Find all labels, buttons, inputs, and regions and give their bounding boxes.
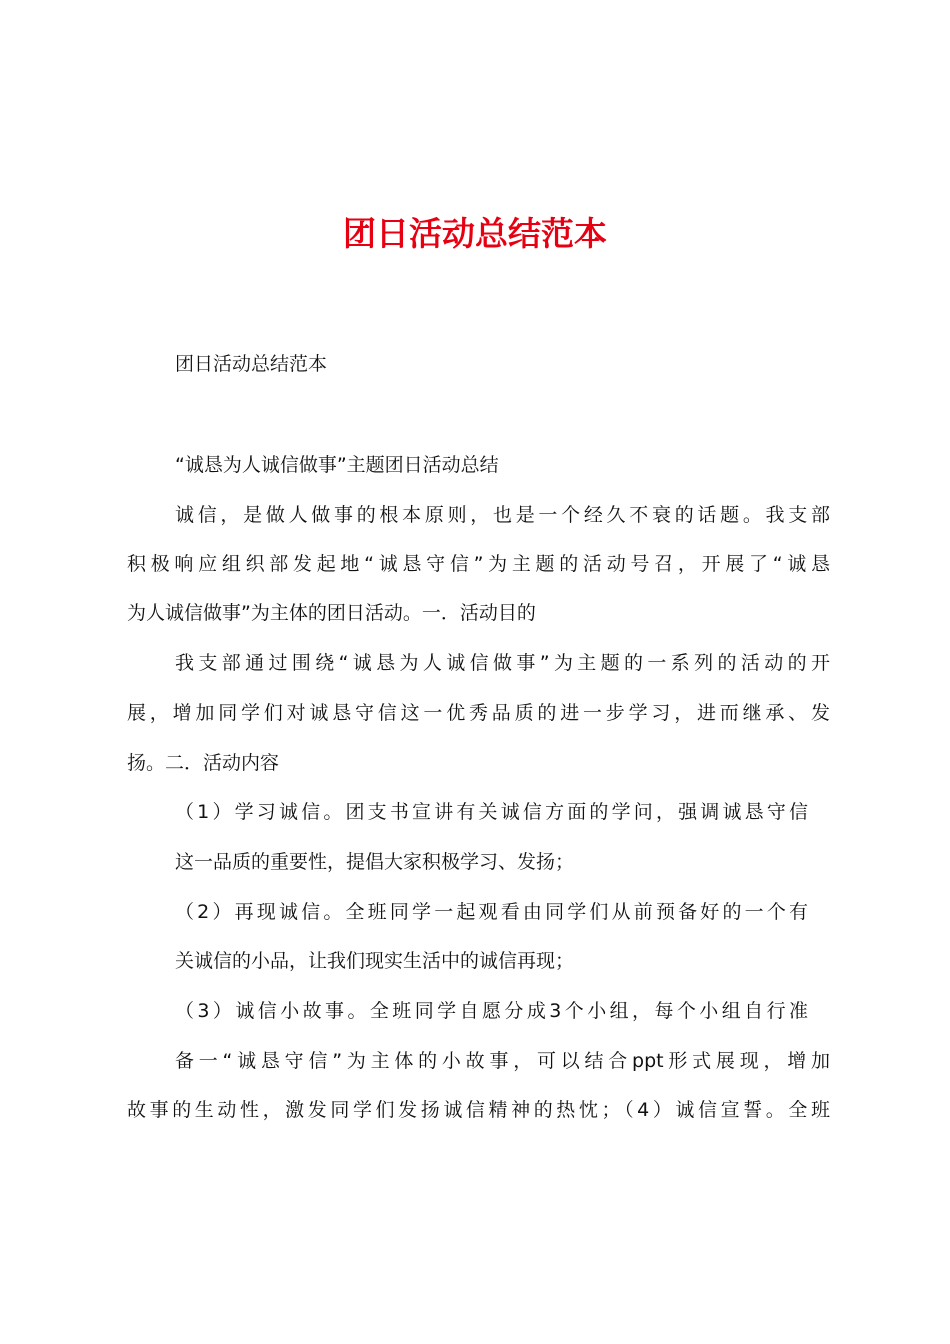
list-item-line: （1）学习诚信。团支书宣讲有关诚信方面的学问，强调诚恳守信: [175, 801, 808, 823]
body-line: 为人诚信做事”为主体的团日活动。一．活动目的: [127, 602, 536, 624]
document-subtitle: 团日活动总结范本: [175, 353, 328, 375]
body-line: 诚信，是做人做事的根本原则，也是一个经久不衰的话题。我支部: [175, 504, 830, 526]
body-line: 扬。二．活动内容: [127, 752, 280, 774]
list-item-line: 故事的生动性，激发同学们发扬诚信精神的热忱；（4）诚信宣誓。全班: [127, 1099, 830, 1121]
list-item-line: 这一品质的重要性，提倡大家积极学习、发扬；: [175, 851, 575, 873]
body-line: 我支部通过围绕“诚恳为人诚信做事”为主题的一系列的活动的开: [175, 652, 830, 674]
list-item-line: （2）再现诚信。全班同学一起观看由同学们从前预备好的一个有: [175, 901, 808, 923]
section-heading: “诚恳为人诚信做事”主题团日活动总结: [175, 454, 499, 476]
list-item-line: 关诚信的小品，让我们现实生活中的诚信再现；: [175, 950, 575, 972]
list-item-line: （3）诚信小故事。全班同学自愿分成3个小组，每个小组自行准: [175, 1000, 808, 1022]
body-line: 积极响应组织部发起地“诚恳守信”为主题的活动号召，开展了“诚恳: [127, 553, 830, 575]
document-title: 团日活动总结范本: [343, 214, 607, 253]
list-item-line: 备一“诚恳守信”为主体的小故事，可以结合ppt形式展现，增加: [175, 1050, 830, 1072]
body-line: 展，增加同学们对诚恳守信这一优秀品质的进一步学习，进而继承、发: [127, 702, 830, 724]
